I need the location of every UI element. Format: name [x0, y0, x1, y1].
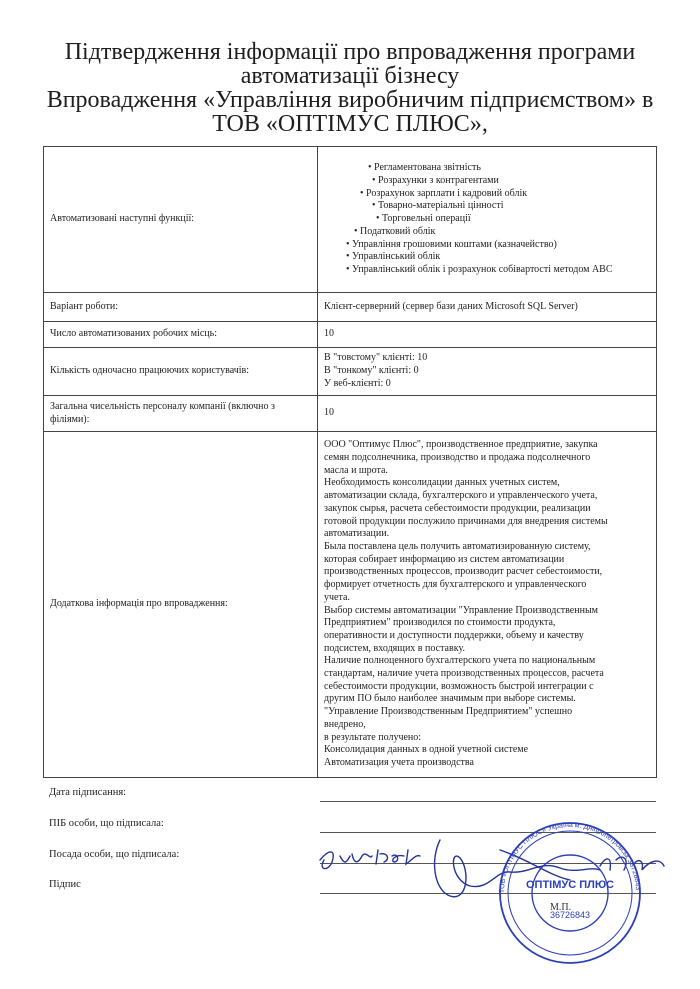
- staff-value: 10: [318, 396, 657, 432]
- row-workplaces: [44, 322, 657, 348]
- additional-line: в результате получено:: [324, 731, 422, 743]
- row-functions: [44, 147, 657, 293]
- additional-line: производственных процессов, производит расчет себестоимости,: [324, 566, 603, 578]
- additional-line: учета.: [324, 591, 350, 603]
- list-item: • Регламентована звітність: [324, 162, 650, 175]
- variant-label: Варіант роботи:: [44, 293, 318, 322]
- additional-label: Додаткова інформація про впровадження:: [44, 432, 318, 778]
- additional-line: готовой продукции послужило причинами для внедрения системы: [324, 515, 608, 527]
- functions-list: [324, 162, 650, 276]
- additional-line: "Управление Производственным Предприятием" успешно: [324, 706, 573, 718]
- list-item: • Управлінський облік: [324, 251, 650, 264]
- users-line: В "товстому" клієнті: 10: [324, 352, 428, 364]
- document-title: [30, 40, 670, 136]
- additional-line: внедрено,: [324, 718, 366, 730]
- list-item: • Розрахунок зарплати і кадровий облік: [324, 188, 650, 201]
- list-item: • Управлінський облік і розрахунок собівартості методом ABC: [324, 264, 650, 277]
- implementation-table: [43, 146, 657, 778]
- additional-line: автоматизации склада, бухгалтерского и управленческого учета,: [324, 490, 598, 502]
- stamp-text: ТОВ «ОПТІМУС ПЛЮС» Україна м. Дніпропетровськ 36726843: [498, 821, 641, 894]
- variant-value: Клієнт-серверний (сервер бази даних Microsoft SQL Server): [318, 293, 657, 322]
- additional-line: Необходимость консолидации данных учетных систем,: [324, 477, 560, 489]
- users-value: [318, 348, 657, 396]
- svg-text:ОПТІМУС ПЛЮС: ОПТІМУС ПЛЮС: [525, 879, 615, 891]
- additional-line: подсистем, входящих в поставку.: [324, 642, 465, 654]
- additional-line: Выбор системы автоматизации "Управление Производственным: [324, 604, 598, 616]
- additional-line: автоматизации.: [324, 528, 390, 540]
- sign-label: Підпис: [49, 879, 81, 890]
- list-item: • Розрахунки з контрагентами: [324, 175, 650, 188]
- date-line: [320, 801, 656, 802]
- title-line-4: ТОВ «ОПТІМУС ПЛЮС»,: [212, 111, 488, 137]
- additional-line: стандартам, наличие учета производственных процессов, расчета: [324, 668, 604, 680]
- additional-line: ООО "Оптимус Плюс", производственное предприятие, закупка: [324, 439, 598, 451]
- workplaces-label: Число автоматизованих робочих місць:: [44, 322, 318, 348]
- title-line-2: автоматизації бізнесу: [240, 63, 460, 89]
- functions-value: [318, 147, 657, 293]
- additional-line: которая собирает информацию из систем автоматизации: [324, 553, 565, 565]
- company-stamp: [495, 818, 645, 968]
- list-item: • Торговельні операції: [324, 213, 650, 226]
- users-line: В "тонкому" клієнті: 0: [324, 365, 419, 377]
- additional-line: оперативности и доступности поддержки, объему и качеству: [324, 629, 584, 641]
- row-variant: [44, 293, 657, 322]
- svg-text:36726843: 36726843: [549, 910, 591, 920]
- row-staff: [44, 396, 657, 432]
- users-label: Кількість одночасно працюючих користувачів:: [44, 348, 318, 396]
- mp-label: М.П.: [550, 902, 572, 913]
- position-label: Посада особи, що підписала:: [49, 849, 180, 860]
- additional-line: масла и шрота.: [324, 464, 388, 476]
- additional-line: Была поставлена цель получить автоматизированную систему,: [324, 540, 591, 552]
- additional-line: себестоимости продукции, возможность быстрой интеграции с: [324, 680, 594, 692]
- list-item: • Управління грошовими коштами (казначейство): [324, 239, 650, 252]
- additional-text: [324, 439, 650, 769]
- additional-value: [318, 432, 657, 778]
- list-item: • Товарно-матеріальні цінності: [324, 200, 650, 213]
- title-line-1: Підтвердження інформації про впровадження програми: [64, 39, 636, 65]
- additional-line: Наличие полноценного бухгалтерского учета по национальным: [324, 655, 596, 667]
- date-label: Дата підписання:: [49, 787, 127, 798]
- title-line-3: Впровадження «Управління виробничим підприємством» в: [46, 87, 654, 113]
- users-line: У веб-клієнті: 0: [324, 377, 391, 389]
- name-label: ПІБ особи, що підписала:: [49, 818, 164, 829]
- list-item: • Податковий облік: [324, 226, 650, 239]
- workplaces-value: 10: [318, 322, 657, 348]
- staff-label: Загальна чисельність персоналу компанії (включно з філіями):: [44, 396, 318, 432]
- functions-label: Автоматизовані наступні функції:: [44, 147, 318, 293]
- additional-line: Консолидация данных в одной учетной системе: [324, 744, 529, 756]
- additional-line: Автоматизация учета производства: [324, 756, 474, 768]
- additional-line: Предприятием" производился по стоимости продукта,: [324, 617, 556, 629]
- additional-line: закупок сырья, расчета себестоимости продукции, реализации: [324, 502, 591, 514]
- additional-line: формирует отчетность для бухгалтерского и управленческого: [324, 579, 587, 591]
- row-users: [44, 348, 657, 396]
- additional-line: другим ПО было наиболее значимым при выборе системы.: [324, 693, 576, 705]
- row-additional: [44, 432, 657, 778]
- additional-line: семян подсолнечника, производство и продажа подсолнечного: [324, 452, 591, 464]
